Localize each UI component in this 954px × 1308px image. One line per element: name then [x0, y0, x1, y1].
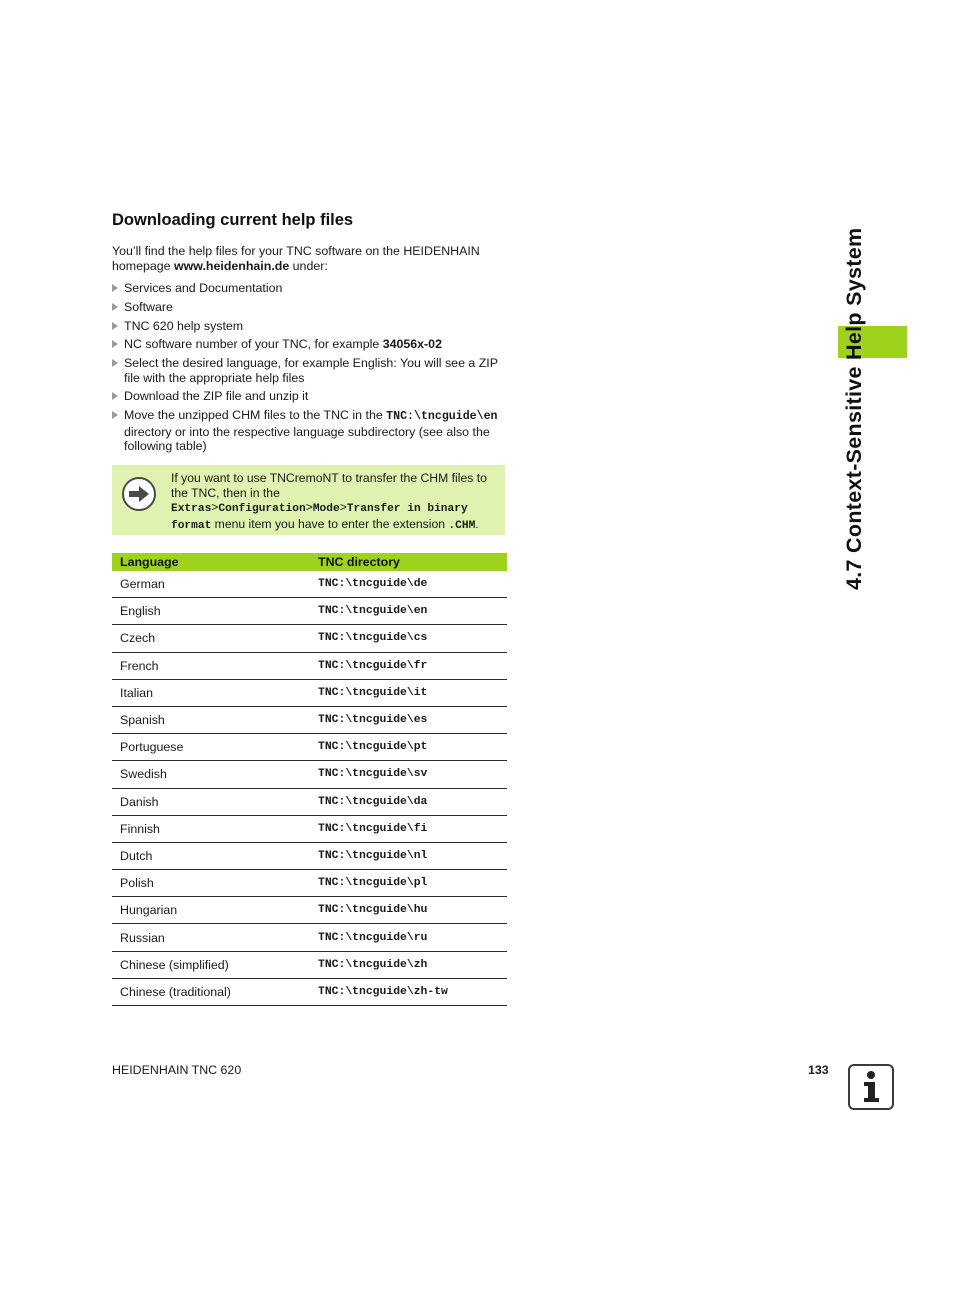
table-row: German TNC:\tncguide\de [112, 571, 507, 598]
header-tnc-directory: TNC directory [318, 553, 507, 571]
homepage-url: www.heidenhain.de [174, 258, 290, 273]
header-language: Language [112, 553, 318, 571]
table-row: Hungarian TNC:\tncguide\hu [112, 897, 507, 924]
intro-paragraph [112, 244, 512, 273]
table-row: Polish TNC:\tncguide\pl [112, 870, 507, 897]
table-row: Dutch TNC:\tncguide\nl [112, 842, 507, 869]
table-row: Portuguese TNC:\tncguide\pt [112, 734, 507, 761]
table-row: Chinese (traditional) TNC:\tncguide\zh-tw [112, 978, 507, 1005]
steps-list [112, 281, 512, 458]
intro-text-end: under: [289, 258, 328, 273]
table-header-row [112, 553, 507, 571]
table-row: Russian TNC:\tncguide\ru [112, 924, 507, 951]
table-row: Swedish TNC:\tncguide\sv [112, 761, 507, 788]
table-row: Czech TNC:\tncguide\cs [112, 625, 507, 652]
triangle-bullet-icon [112, 322, 118, 330]
footer-product-name: HEIDENHAIN TNC 620 [112, 1063, 242, 1077]
triangle-bullet-icon [112, 340, 118, 348]
list-item: Software [112, 300, 512, 315]
page-number: 133 [808, 1063, 829, 1077]
chapter-side-title: 4.7 Context-Sensitive Help System [842, 227, 866, 590]
list-item: Select the desired language, for example English: You will see a ZIP file with the appropriate help files [112, 356, 512, 385]
list-item: Download the ZIP file and unzip it [112, 389, 512, 404]
table-row: English TNC:\tncguide\en [112, 598, 507, 625]
triangle-bullet-icon [112, 411, 118, 419]
list-item: Services and Documentation [112, 281, 512, 296]
list-item: NC software number of your TNC, for example 34056x-02 [112, 337, 512, 352]
list-item: TNC 620 help system [112, 319, 512, 334]
table-row: Finnish TNC:\tncguide\fi [112, 815, 507, 842]
table-row: Danish TNC:\tncguide\da [112, 788, 507, 815]
triangle-bullet-icon [112, 359, 118, 367]
language-directory-table [112, 553, 507, 1006]
note-box [112, 465, 505, 535]
table-row: Chinese (simplified) TNC:\tncguide\zh [112, 951, 507, 978]
table-row: Spanish TNC:\tncguide\es [112, 706, 507, 733]
triangle-bullet-icon [112, 392, 118, 400]
arrow-right-icon [122, 477, 156, 511]
info-icon [848, 1064, 894, 1110]
note-text: If you want to use TNCremoNT to transfer the CHM files to the TNC, then in the Extras>Configuration>Mode>Transfer in binary format menu item you have to enter the extension .CHM. [171, 471, 487, 532]
section-heading: Downloading current help files [112, 211, 354, 229]
triangle-bullet-icon [112, 303, 118, 311]
list-item: Move the unzipped CHM files to the TNC in the TNC:\tncguide\en directory or into the respective language subdirectory (see also the following table) [112, 408, 512, 454]
table-row: Italian TNC:\tncguide\it [112, 679, 507, 706]
triangle-bullet-icon [112, 284, 118, 292]
intro-text: You’ll find the help files for your TNC software on the HEIDENHAIN homepage [112, 244, 480, 273]
table-row: French TNC:\tncguide\fr [112, 652, 507, 679]
